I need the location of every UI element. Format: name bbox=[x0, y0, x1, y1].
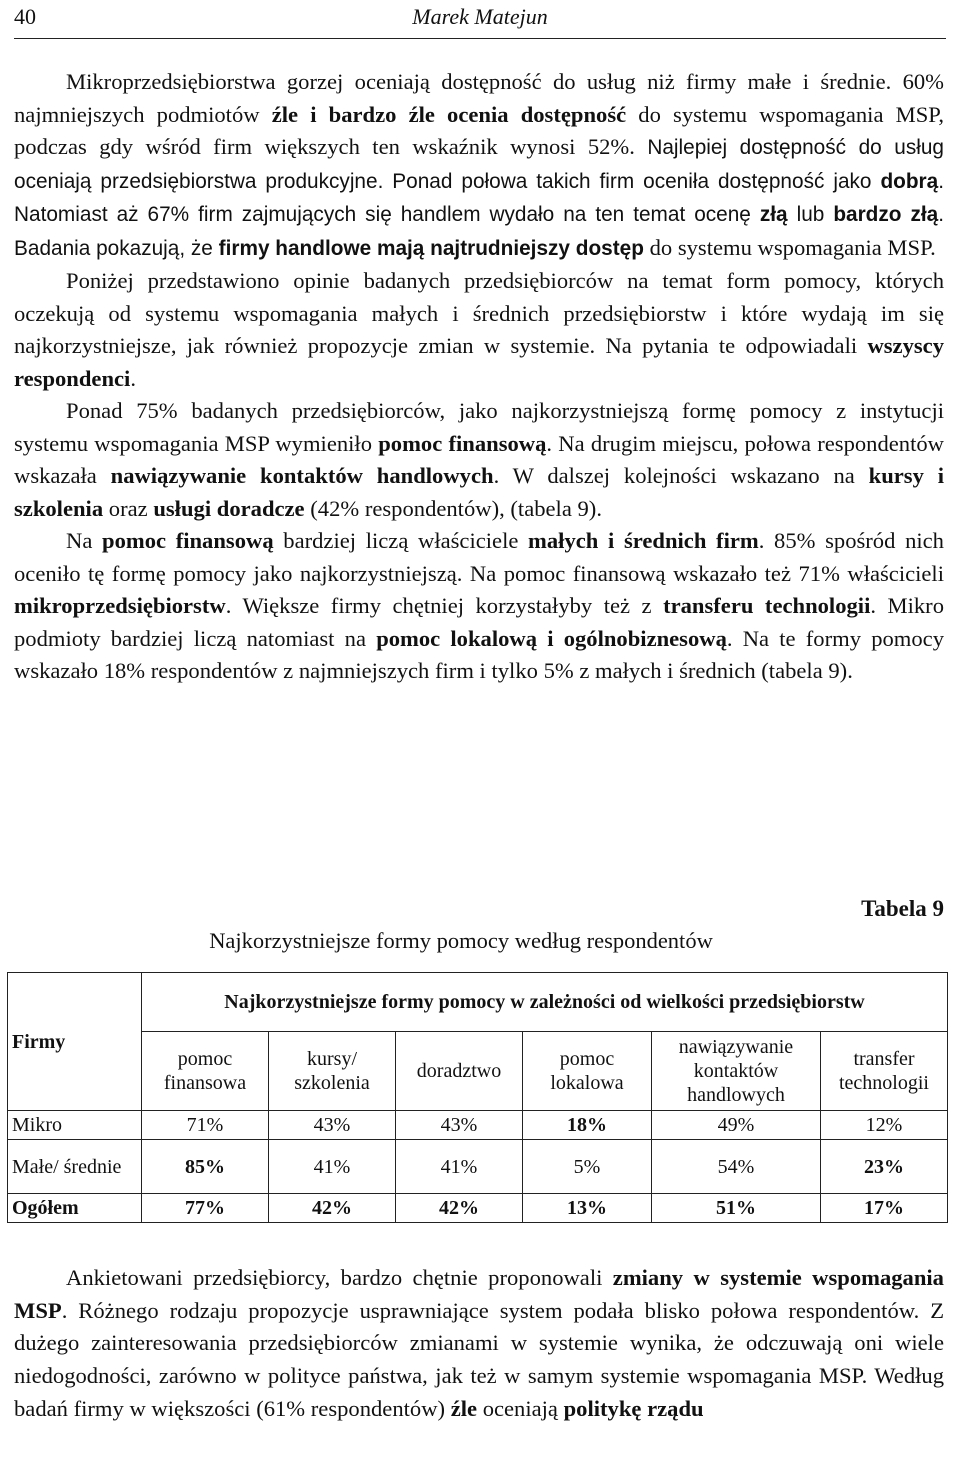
bold-text-run: bardzo złą bbox=[833, 203, 939, 226]
row-label: Małe/ średnie bbox=[8, 1140, 142, 1194]
table-cell: 23% bbox=[821, 1140, 948, 1194]
bold-text-run: firmy handlowe mają najtrudniejszy dostęp bbox=[218, 236, 644, 260]
text-run: . Badania pokazują, że bbox=[14, 203, 944, 260]
paragraph bbox=[14, 66, 944, 265]
bold-text-run: kursy i szkolenia bbox=[14, 463, 944, 521]
table-cell: 41% bbox=[396, 1140, 523, 1194]
table-cell: 18% bbox=[523, 1111, 652, 1140]
table-title-wrap bbox=[0, 928, 960, 954]
body-text bbox=[14, 66, 944, 688]
column-header: nawiązywanie kontaktów handlowych bbox=[652, 1032, 821, 1111]
paragraph bbox=[14, 395, 944, 525]
running-head-author: Marek Matejun bbox=[412, 4, 548, 29]
table-row bbox=[8, 1194, 948, 1223]
text-run: do systemu wspomagania MSP, podczas gdy wśród firm większych ten wskaźnik wynosi 52%. bbox=[14, 101, 944, 159]
bold-text-run: nawiązywanie kontaktów handlowych bbox=[110, 463, 494, 488]
row-label: Ogółem bbox=[8, 1194, 142, 1223]
row-header-label: Firmy bbox=[8, 973, 142, 1111]
bold-text-run: dobrą bbox=[880, 169, 939, 193]
bold-text-run: wszyscy respondenci bbox=[14, 333, 944, 391]
bold-text-run: zmiany w systemie wspomagania MSP bbox=[14, 1265, 944, 1323]
bold-text-run: źle bbox=[450, 1395, 478, 1421]
text-run: Na bbox=[66, 528, 103, 553]
text-run: Ankietowani przedsiębiorcy, bardzo chętnie proponowali bbox=[66, 1265, 613, 1290]
table-cell: 43% bbox=[269, 1111, 396, 1140]
table-cell: 42% bbox=[396, 1194, 523, 1223]
text-run: oraz bbox=[103, 495, 154, 521]
text-run: . Większe firmy chętniej korzystałyby też z bbox=[225, 593, 664, 618]
column-header: pomoc lokalowa bbox=[523, 1032, 652, 1111]
bold-text-run: pomoc finansową bbox=[378, 430, 547, 456]
forms-of-help-table bbox=[7, 972, 948, 1223]
text-run: . 85% spośród nich oceniło tę formę pomocy jako najkorzystniejszą. Na pomoc finansową wskazało też 71% właścicieli bbox=[14, 528, 944, 586]
column-header: pomoc finansowa bbox=[142, 1032, 269, 1111]
table-row bbox=[8, 1140, 948, 1194]
text-run: Poniżej przedstawiono opinie badanych przedsiębiorców na temat form pomocy, których oczekują od systemu wspomagania małych i średnich przedsiębiorstw i które wydają im się najkorzystniejsze, jak również propozycje zmian w systemie. Na pytania te odpowiadali bbox=[14, 268, 944, 358]
table-cell: 51% bbox=[652, 1194, 821, 1223]
column-header-row bbox=[8, 1032, 948, 1111]
column-header: doradztwo bbox=[396, 1032, 523, 1111]
table-row bbox=[8, 1111, 948, 1140]
table-cell: 54% bbox=[652, 1140, 821, 1194]
bold-text-run: transferu technologii bbox=[663, 593, 871, 618]
text-run: Mikroprzedsiębiorstwa gorzej oceniają dostępność do usług niż firmy małe i średnie. 60% najmniejszych podmiotów bbox=[14, 69, 944, 127]
page-header bbox=[14, 0, 946, 39]
bold-text-run: usługi doradcze bbox=[153, 495, 305, 521]
paragraph bbox=[14, 1262, 944, 1426]
text-run: bardziej liczą właściciele bbox=[273, 528, 529, 553]
table-cell: 49% bbox=[652, 1111, 821, 1140]
text-run: lub bbox=[787, 203, 834, 226]
column-header: kursy/ szkolenia bbox=[269, 1032, 396, 1111]
text-run: . W dalszej kolejności wskazano na bbox=[493, 463, 869, 488]
text-run: . Natomiast aż 67% firm zajmujących się handlem wydało na ten temat ocenę bbox=[14, 169, 944, 226]
text-run: oceniają bbox=[477, 1395, 564, 1421]
column-header: transfer technologii bbox=[821, 1032, 948, 1111]
text-run: (42% respondentów), (tabela 9). bbox=[304, 495, 602, 521]
bold-text-run: małych i średnich firm bbox=[528, 528, 759, 553]
paragraph bbox=[14, 265, 944, 395]
table-cell: 77% bbox=[142, 1194, 269, 1223]
table-number: Tabela 9 bbox=[861, 896, 944, 921]
text-run: . Na te formy pomocy wskazało 18% respondentów z najmniejszych firm i tylko 5% z małych i średnich (tabela 9). bbox=[14, 625, 944, 683]
table-header-row bbox=[8, 973, 948, 1032]
table-cell: 42% bbox=[269, 1194, 396, 1223]
table-cell: 17% bbox=[821, 1194, 948, 1223]
table-cell: 41% bbox=[269, 1140, 396, 1194]
table-cell: 13% bbox=[523, 1194, 652, 1223]
page-number: 40 bbox=[14, 4, 36, 29]
text-run: Najlepiej dostępność do usług oceniają przedsiębiorstwa produkcyjne. Ponad połowa takich firm oceniła dostępność jako bbox=[14, 136, 944, 193]
bottom-text bbox=[14, 1262, 944, 1426]
table-title: Najkorzystniejsze formy pomocy według respondentów bbox=[209, 928, 713, 953]
table-cell: 12% bbox=[821, 1111, 948, 1140]
bold-text-run: źle i bardzo źle ocenia dostępność bbox=[271, 101, 627, 127]
group-header: Najkorzystniejsze formy pomocy w zależności od wielkości przedsiębiorstw bbox=[142, 973, 948, 1032]
paragraph bbox=[14, 525, 944, 688]
bold-text-run: politykę rządu bbox=[563, 1395, 704, 1421]
row-label: Mikro bbox=[8, 1111, 142, 1140]
table-cell: 71% bbox=[142, 1111, 269, 1140]
table-cell: 85% bbox=[142, 1140, 269, 1194]
bold-text-run: pomoc finansową bbox=[102, 528, 274, 553]
text-run: . Różnego rodzaju propozycje usprawniające system podała blisko połowa respondentów. Z dużego zainteresowania przedsiębiorców zmianami w systemie wynika, że odczuwają oni wiele niedogodności, zarówno w polityce państwa, jak też w samym systemie wspomagania MSP. Według badań firmy w większości (61% respondentów) bbox=[14, 1297, 944, 1421]
table-cell: 43% bbox=[396, 1111, 523, 1140]
text-run: Ponad 75% badanych przedsiębiorców, jako najkorzystniejszą formę pomocy z instytucji systemu wspomagania MSP wymieniło bbox=[14, 398, 944, 456]
bold-text-run: mikroprzedsiębiorstw bbox=[14, 593, 226, 618]
text-run: . Mikro podmioty bardziej liczą natomiast na bbox=[14, 593, 945, 651]
bold-text-run: pomoc lokalową i ogólnobiznesową bbox=[376, 625, 727, 651]
text-run: . bbox=[130, 365, 136, 391]
bold-text-run: złą bbox=[759, 203, 788, 226]
text-run: . Na drugim miejscu, połowa respondentów wskazała bbox=[14, 430, 944, 488]
table-cell: 5% bbox=[523, 1140, 652, 1194]
text-run: do systemu wspomagania MSP. bbox=[643, 234, 936, 260]
